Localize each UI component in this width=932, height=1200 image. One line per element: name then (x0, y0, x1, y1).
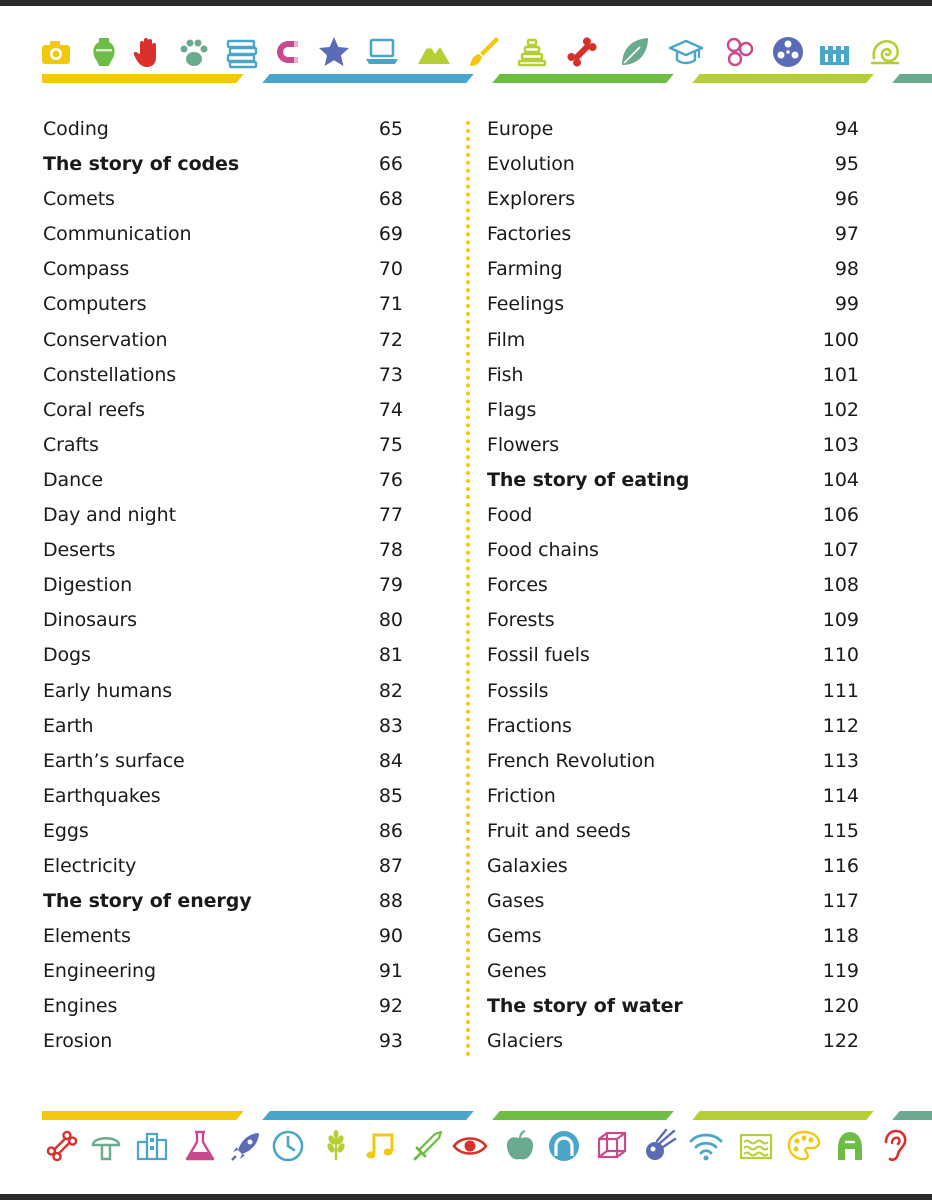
entry-term: Fossils (487, 679, 549, 702)
index-entry (487, 639, 859, 674)
entry-term: Fish (487, 363, 524, 386)
entry-page: 87 (378, 854, 403, 877)
castle-wall-icon (818, 34, 854, 70)
entry-page: 84 (378, 749, 403, 772)
rocket-icon (228, 1128, 264, 1164)
index-entry (487, 429, 859, 464)
entry-page: 120 (822, 995, 859, 1018)
entry-term: Deserts (43, 539, 116, 562)
star-icon (316, 34, 352, 70)
eye-icon (452, 1128, 488, 1164)
entry-term: Farming (487, 258, 563, 281)
entry-page: 104 (822, 468, 859, 491)
entry-term: Crafts (43, 433, 99, 456)
entry-term: Elements (43, 925, 131, 948)
index-entry (487, 113, 859, 148)
entry-page: 86 (378, 819, 403, 842)
entry-page: 75 (378, 433, 403, 456)
entry-term: Forests (487, 609, 555, 632)
helmet-icon (832, 1128, 868, 1164)
entry-page: 119 (822, 960, 859, 983)
entry-page: 110 (822, 644, 859, 667)
entry-page: 106 (822, 504, 859, 527)
entry-term: Fossil fuels (487, 644, 590, 667)
entry-page: 117 (822, 890, 859, 913)
entry-page: 82 (378, 679, 403, 702)
magnet-arch-icon (546, 1128, 582, 1164)
molecule-icon (722, 34, 758, 70)
index-entry (487, 534, 859, 569)
index-entry (487, 780, 859, 815)
entry-page: 114 (822, 784, 859, 807)
laptop-icon (364, 34, 400, 70)
index-entry (43, 394, 403, 429)
entry-page: 112 (822, 714, 859, 737)
index-entry (487, 850, 859, 885)
entry-term: Gems (487, 925, 542, 948)
entry-term: Early humans (43, 679, 172, 702)
entry-term: Genes (487, 960, 547, 983)
index-entry (43, 534, 403, 569)
palette-icon (786, 1128, 822, 1164)
index-entry (487, 885, 859, 920)
index-entry (43, 324, 403, 359)
entry-term: The story of energy (43, 890, 252, 913)
index-entry (43, 464, 403, 499)
index-entry (43, 639, 403, 674)
index-entry (43, 745, 403, 780)
reel-icon (770, 34, 806, 70)
index-entry (487, 324, 859, 359)
top-color-stripe (42, 74, 932, 83)
entry-term: Evolution (487, 153, 575, 176)
index-entry (487, 675, 859, 710)
entry-page: 77 (378, 504, 403, 527)
entry-page: 99 (834, 293, 859, 316)
flask-icon (182, 1128, 218, 1164)
entry-page: 103 (822, 433, 859, 456)
index-entry (43, 885, 403, 920)
entry-term: Feelings (487, 293, 565, 316)
entry-page: 122 (822, 1030, 859, 1053)
entry-page: 111 (822, 679, 859, 702)
index-entry (43, 288, 403, 323)
entry-term: Day and night (43, 504, 176, 527)
paw-icon (176, 34, 212, 70)
index-entry (43, 850, 403, 885)
entry-term: Gases (487, 890, 545, 913)
bottom-icon-row (38, 1128, 908, 1168)
entry-page: 97 (834, 223, 859, 246)
index-entry (43, 955, 403, 990)
entry-term: Dance (43, 468, 103, 491)
entry-term: Dogs (43, 644, 91, 667)
entry-term: Earth (43, 714, 94, 737)
entry-term: Digestion (43, 574, 133, 597)
index-entry (43, 569, 403, 604)
cube-icon (594, 1128, 630, 1164)
index-entry (43, 675, 403, 710)
comet-icon (642, 1128, 678, 1164)
entry-term: French Revolution (487, 749, 656, 772)
column-divider (466, 121, 470, 1057)
entry-term: Computers (43, 293, 147, 316)
index-column-left (43, 113, 403, 1061)
entry-page: 73 (378, 363, 403, 386)
entry-page: 68 (378, 188, 403, 211)
entry-page: 93 (378, 1030, 403, 1053)
entry-term: Friction (487, 784, 556, 807)
entry-term: Flowers (487, 433, 560, 456)
entry-page: 88 (378, 890, 403, 913)
entry-term: Erosion (43, 1030, 113, 1053)
entry-term: Galaxies (487, 854, 568, 877)
snail-shell-icon (868, 34, 904, 70)
entry-term: Compass (43, 258, 130, 281)
wifi-icon (688, 1128, 724, 1164)
entry-page: 116 (822, 854, 859, 877)
clock-icon (270, 1128, 306, 1164)
ear-icon (876, 1128, 912, 1164)
index-entry (487, 288, 859, 323)
entry-page: 108 (822, 574, 859, 597)
hand-icon (130, 34, 166, 70)
index-entry (487, 1025, 859, 1060)
index-entry (43, 1025, 403, 1060)
index-entry (487, 218, 859, 253)
entry-term: Eggs (43, 819, 89, 842)
index-entry (43, 499, 403, 534)
entry-term: Earth’s surface (43, 749, 185, 772)
entry-page: 107 (822, 539, 859, 562)
entry-page: 92 (378, 995, 403, 1018)
entry-page: 83 (378, 714, 403, 737)
entry-page: 95 (834, 153, 859, 176)
music-note-icon (362, 1128, 398, 1164)
wheat-icon (318, 1128, 354, 1164)
index-entry (487, 955, 859, 990)
index-entry (487, 745, 859, 780)
index-entry (487, 148, 859, 183)
index-entry (487, 569, 859, 604)
entry-term: Comets (43, 188, 115, 211)
index-entry (487, 815, 859, 850)
entry-page: 78 (378, 539, 403, 562)
index-entry (43, 990, 403, 1025)
entry-page: 101 (822, 363, 859, 386)
entry-page: 85 (378, 784, 403, 807)
index-entry (487, 604, 859, 639)
entry-page: 65 (378, 118, 403, 140)
apple-icon (502, 1128, 538, 1164)
index-entry (43, 710, 403, 745)
vase-icon (86, 34, 122, 70)
entry-page: 115 (822, 819, 859, 842)
index-entry (43, 253, 403, 288)
entry-term: The story of water (487, 995, 683, 1018)
buildings-icon (134, 1128, 170, 1164)
entry-term: Explorers (487, 188, 576, 211)
entry-term: Food (487, 504, 533, 527)
index-entry (43, 920, 403, 955)
sword-icon (410, 1128, 446, 1164)
entry-term: Flags (487, 398, 537, 421)
index-entry (487, 464, 859, 499)
entry-page: 109 (822, 609, 859, 632)
entry-page: 91 (378, 960, 403, 983)
mushroom-icon (88, 1128, 124, 1164)
index-entry (43, 429, 403, 464)
index-entry (487, 183, 859, 218)
index-entry (487, 499, 859, 534)
entry-term: Earthquakes (43, 784, 161, 807)
index-entry (487, 253, 859, 288)
entry-term: Dinosaurs (43, 609, 137, 632)
entry-page: 113 (822, 749, 859, 772)
leaf-icon (616, 34, 652, 70)
entry-page: 71 (378, 293, 403, 316)
entry-page: 66 (378, 153, 403, 176)
entry-term: Glaciers (487, 1030, 563, 1053)
entry-page: 118 (822, 925, 859, 948)
entry-page: 72 (378, 328, 403, 351)
entry-term: The story of codes (43, 153, 240, 176)
top-icon-row (38, 34, 908, 74)
entry-term: Engineering (43, 960, 156, 983)
entry-page: 69 (378, 223, 403, 246)
entry-term: The story of eating (487, 468, 690, 491)
entry-term: Film (487, 328, 526, 351)
bone-icon (44, 1128, 80, 1164)
waves-icon (738, 1128, 774, 1164)
graduation-cap-icon (668, 34, 704, 70)
top-border (0, 0, 932, 6)
index-entry (487, 710, 859, 745)
entry-page: 81 (378, 644, 403, 667)
stacking-rings-icon (514, 34, 550, 70)
entry-page: 79 (378, 574, 403, 597)
index-entry (487, 359, 859, 394)
entry-page: 102 (822, 398, 859, 421)
entry-term: Factories (487, 223, 572, 246)
camera-icon (38, 34, 74, 70)
entry-term: Constellations (43, 363, 177, 386)
entry-page: 90 (378, 925, 403, 948)
entry-page: 70 (378, 258, 403, 281)
entry-page: 94 (834, 118, 859, 140)
entry-page: 76 (378, 468, 403, 491)
index-entry (43, 148, 403, 183)
entry-term: Europe (487, 118, 554, 140)
index-entry (43, 113, 403, 148)
entry-page: 80 (378, 609, 403, 632)
money-stack-icon (224, 34, 260, 70)
bottom-color-stripe (42, 1111, 932, 1120)
entry-page: 74 (378, 398, 403, 421)
entry-term: Coding (43, 118, 109, 140)
index-entry (43, 183, 403, 218)
index-entry (487, 990, 859, 1025)
entry-term: Conservation (43, 328, 168, 351)
index-entry (43, 604, 403, 639)
index-entry (43, 815, 403, 850)
entry-page: 96 (834, 188, 859, 211)
index-entry (487, 394, 859, 429)
paintbrush-icon (466, 34, 502, 70)
magnet-icon (272, 34, 308, 70)
entry-term: Communication (43, 223, 192, 246)
bottom-border (0, 1194, 932, 1200)
entry-term: Forces (487, 574, 548, 597)
entry-term: Coral reefs (43, 398, 145, 421)
index-entry (43, 359, 403, 394)
index-entry (43, 780, 403, 815)
entry-term: Food chains (487, 539, 599, 562)
entry-page: 100 (822, 328, 859, 351)
entry-term: Fractions (487, 714, 572, 737)
entry-term: Electricity (43, 854, 137, 877)
entry-term: Engines (43, 995, 118, 1018)
entry-term: Fruit and seeds (487, 819, 631, 842)
index-entry (43, 218, 403, 253)
mountains-icon (416, 34, 452, 70)
entry-page: 98 (834, 258, 859, 281)
index-column-right (487, 113, 859, 1061)
index-entry (487, 920, 859, 955)
bone-icon (564, 34, 600, 70)
